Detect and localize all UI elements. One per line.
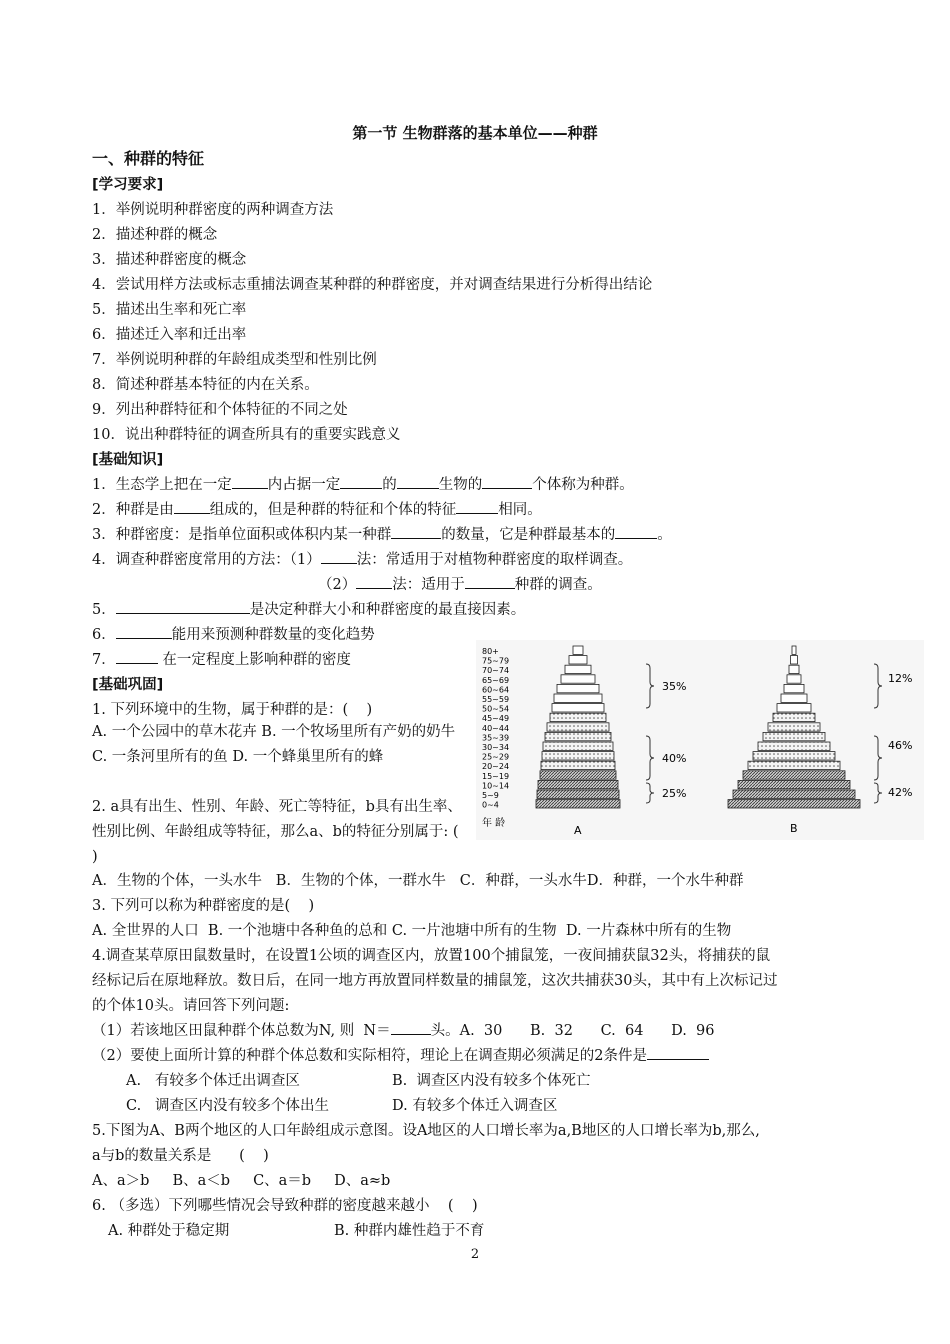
pyramid-b-bar — [758, 742, 830, 750]
mc-question-6: 6. （多选）下列哪些情况会导致种群的密度越来越小 ( ) — [92, 1198, 478, 1214]
fill-question-7: 7． 在一定程度上影响种群的密度 — [92, 649, 351, 671]
requirement-item: 8．简述种群基本特征的内在关系。 — [92, 377, 319, 393]
mc-question-5-text: a与b的数量关系是 ( ) — [92, 1148, 269, 1164]
mc-question-4-part2: （2）要使上面所计算的种群个体总数和实际相符，理论上在调查期必须满足的2条件是 — [92, 1045, 709, 1067]
pyramid-b-bar — [784, 684, 804, 692]
pyramid-a-bar — [536, 800, 620, 808]
age-pyramid-figure — [476, 640, 924, 840]
option-b: B. 调查区内没有较多个体死亡 — [392, 1073, 591, 1089]
age-tick-label: 30~34 — [482, 743, 510, 752]
pyramid-b-bar — [743, 771, 845, 779]
age-tick-label: 20~24 — [482, 762, 510, 772]
pyramid-b-bar — [763, 732, 825, 740]
pyramid-b-bar — [738, 780, 850, 788]
pyramid-a-bar — [538, 780, 618, 788]
consolidation-heading: [基础巩固] — [92, 677, 164, 693]
pyramid-a-bar — [545, 732, 611, 740]
pyramid-b-bar — [792, 646, 796, 654]
age-tick-label: 55~59 — [482, 695, 510, 704]
pyramid-b-bar — [748, 761, 840, 769]
age-axis-label: 年 龄 — [482, 818, 506, 829]
pyramid-b-bar — [777, 704, 811, 712]
option-b: B. 种群内雄性趋于不育 — [334, 1223, 485, 1239]
pyramid-a-bar — [561, 675, 595, 683]
mc-question-4-text: 经标记后在原地释放。数日后，在同一地方再放置同样数量的捕鼠笼，这次共捕获30头，其中有上次标记过 — [92, 973, 778, 989]
mc-question-2-options: A．生物的个体，一头水牛 B．生物的个体，一群水牛 C．种群，一头水牛D．种群，一个水牛种群 — [92, 873, 744, 889]
fill-question-3: 3．种群密度：是指单位面积或体积内某一种群 的数量，它是种群最基本的 。 — [92, 524, 672, 546]
pyramid-a-label: A — [574, 824, 582, 837]
requirement-item: 9．列出种群特征和个体特征的不同之处 — [92, 402, 348, 418]
percent-label-b-middle: 46% — [888, 739, 913, 752]
fill-question-1: 1．生态学上把在一定 内占据一定 的 生物的 个体称为种群。 — [92, 474, 634, 496]
requirement-item: 3．描述种群密度的概念 — [92, 252, 247, 268]
mc-question-1-options: A. 一个公园中的草木花卉 B. 一个牧场里所有产奶的奶牛C. 一条河里所有的鱼 D. 一个蜂巢里所有的蜂 — [92, 724, 456, 765]
age-tick-label: 25~29 — [482, 752, 510, 762]
percent-label-a-old: 35% — [662, 680, 687, 693]
requirement-item: 6．描述迁入率和迁出率 — [92, 327, 247, 343]
requirement-item: 10．说出种群特征的调查所具有的重要实践意义 — [92, 427, 401, 443]
age-tick-label: 70~74 — [482, 666, 510, 676]
page-number: 2 — [470, 1247, 480, 1262]
pyramid-a-bar — [552, 704, 604, 712]
pyramid-a-bar — [550, 713, 606, 721]
percent-label-a-middle: 40% — [662, 752, 687, 765]
option-d: D. 有较多个体迁入调查区 — [392, 1098, 558, 1114]
age-tick-label: 35~39 — [482, 733, 510, 743]
option-a: A. 有较多个体迁出调查区 — [126, 1073, 300, 1089]
pyramid-a-bar — [569, 656, 587, 664]
mc-question-3: 3. 下列可以称为种群密度的是( ) — [92, 898, 315, 914]
age-tick-label: 60~64 — [482, 685, 510, 695]
mc-question-3-options: A. 全世界的人口 B. 一个池塘中各种鱼的总和 C. 一片池塘中所有的生物 D. 一片森林中所有的生物 — [92, 923, 732, 939]
age-tick-label: 45~49 — [482, 714, 510, 724]
pyramid-b-bar — [773, 713, 815, 721]
age-tick-label: 50~54 — [482, 704, 510, 714]
pyramid-b-bar — [791, 656, 798, 664]
mc-question-5-options: A、a＞b B、a＜b C、a＝b D、a≈b — [92, 1173, 391, 1189]
fill-question-6: 6． 能用来预测种群数量的变化趋势 — [92, 624, 375, 646]
mc-question-4-part1: （1）若该地区田鼠种群个体总数为N, 则 N＝ 头。A. 30 B. 32 C. 64 D. 96 — [92, 1020, 715, 1042]
requirement-item: 4．尝试用样方法或标志重捕法调查某种群的种群密度，并对调查结果进行分析得出结论 — [92, 277, 653, 293]
pyramid-a-bar — [565, 665, 591, 673]
pyramid-a-bar — [543, 742, 613, 750]
pyramid-b-label: B — [790, 822, 798, 835]
section-heading: 一、种群的特征 — [92, 149, 205, 168]
pyramid-b-bar — [787, 675, 801, 683]
pyramid-a-bar — [573, 646, 583, 654]
mc-question-5: 5.下图为A、B两个地区的人口年龄组成示意图。设A地区的人口增长率为a,B地区的人口增长率为b,那么, — [92, 1123, 760, 1139]
age-tick-label: 65~69 — [482, 675, 510, 685]
age-tick-label: 40~44 — [482, 723, 510, 733]
mc-question-2: 2. a具有出生、性别、年龄、死亡等特征，b具有出生率、性别比例、年龄组成等特征，那么a、b的特征分别属于: ( ) — [92, 799, 462, 865]
fill-question-5: 5． 是决定种群大小和种群密度的最直接因素。 — [92, 599, 525, 621]
pyramid-b-bar — [753, 752, 835, 760]
pyramid-a-bar — [537, 790, 619, 798]
percent-label-b-old: 12% — [888, 672, 913, 685]
percent-label-a-young: 25% — [662, 787, 687, 800]
pyramid-b-bar — [728, 800, 860, 808]
age-tick-label: 15~19 — [482, 771, 510, 781]
pyramid-a-bar — [541, 761, 615, 769]
requirement-item: 5．描述出生率和死亡率 — [92, 302, 247, 318]
basic-knowledge-heading: [基础知识] — [92, 452, 164, 468]
mc-question-4-text: 4.调查某草原田鼠数量时，在设置1公顷的调查区内，放置100个捕鼠笼，一夜间捕获鼠32头，将捕获的鼠 — [92, 948, 771, 964]
pyramid-a-bar — [547, 723, 609, 731]
figure-background — [476, 640, 924, 840]
requirement-item: 2．描述种群的概念 — [92, 227, 218, 243]
percent-label-b-young: 42% — [888, 786, 913, 799]
pyramid-a-bar — [540, 771, 616, 779]
pyramid-b-bar — [789, 665, 799, 673]
pyramid-b-bar — [733, 790, 855, 798]
age-tick-label: 5~9 — [482, 791, 499, 800]
pyramid-b-bar — [768, 723, 820, 731]
age-tick-label: 75~79 — [482, 656, 510, 666]
pyramid-a-bar — [557, 684, 599, 692]
age-tick-label: 10~14 — [482, 781, 510, 791]
pyramid-a-bar — [554, 694, 602, 702]
option-c: C. 调查区内没有较多个体出生 — [126, 1098, 330, 1114]
mc-question-4-text: 的个体10头。请回答下列问题: — [92, 998, 290, 1014]
fill-question-4b: （2） 法：适用于 种群的调查。 — [318, 574, 602, 596]
requirement-item: 7．举例说明种群的年龄组成类型和性别比例 — [92, 352, 377, 368]
requirement-item: 1．举例说明种群密度的两种调查方法 — [92, 202, 334, 218]
age-axis — [482, 647, 509, 810]
fill-question-2: 2．种群是由 组成的，但是种群的特征和个体的特征 相同。 — [92, 499, 542, 521]
pyramid-b-bar — [781, 694, 807, 702]
fill-question-4a: 4．调查种群密度常用的方法：（1） 法：常适用于对植物种群密度的取样调查。 — [92, 549, 632, 571]
option-a: A. 种群处于稳定期 — [108, 1223, 230, 1239]
mc-question-1: 1. 下列环境中的生物，属于种群的是：( ) — [92, 702, 373, 718]
age-tick-label: 80+ — [482, 647, 499, 656]
pyramid-a-bar — [542, 752, 614, 760]
page-title: 第一节 生物群落的基本单位——种群 — [352, 124, 598, 142]
age-tick-label: 0~4 — [482, 800, 499, 810]
learning-requirements-heading: [学习要求] — [92, 177, 164, 193]
